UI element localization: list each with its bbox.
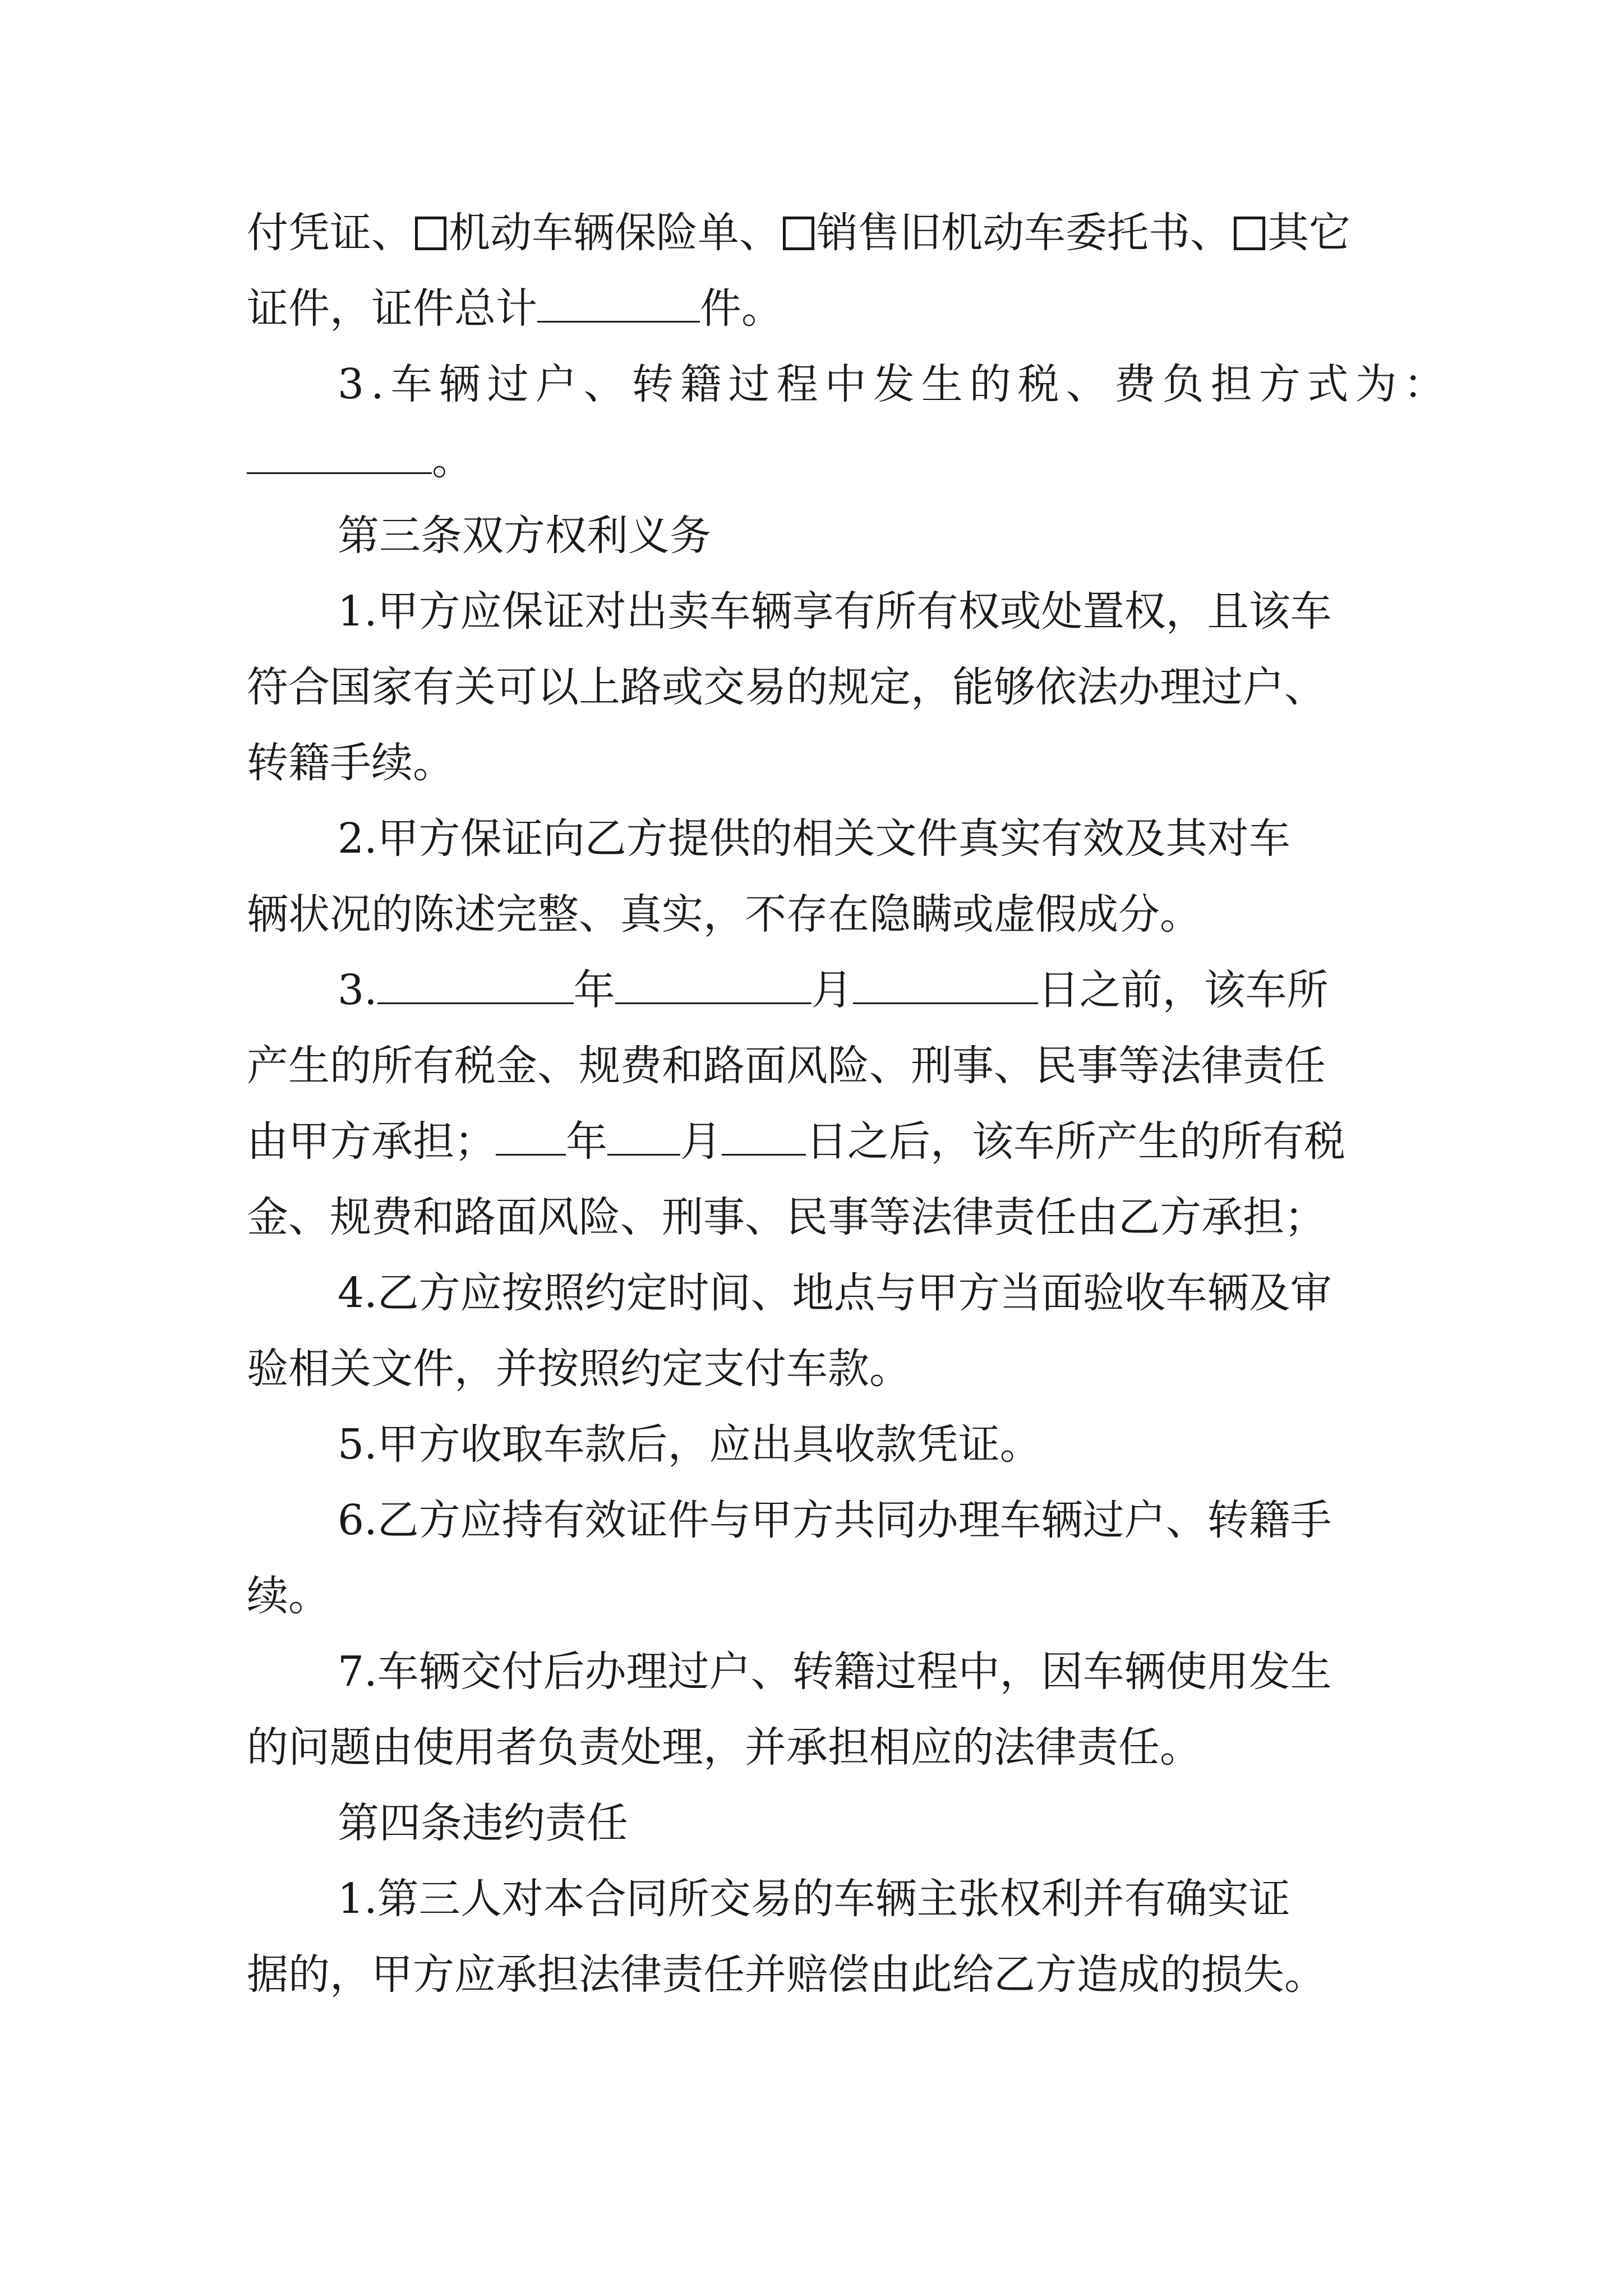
text-segment: 。 xyxy=(432,436,473,484)
text-segment: 由甲方承担； xyxy=(247,1117,496,1166)
text-segment: 件。 xyxy=(700,284,783,333)
text-line: 6.乙方应持有效证件与甲方共同办理车辆过户、转籍手 xyxy=(338,1496,1332,1544)
text-segment: 证件，证件总计 xyxy=(247,284,537,333)
text-line xyxy=(247,1114,1345,1170)
text-line: 1.第三人对本合同所交易的车辆主张权利并有确实证 xyxy=(338,1875,1290,1923)
text-segment: 年 xyxy=(573,966,615,1014)
text-segment: 销售旧机动车委托书、 xyxy=(817,209,1232,257)
text-line: 辆状况的陈述完整、真实，不存在隐瞒或虚假成分。 xyxy=(247,890,1201,938)
text-line: 7.车辆交付后办理过户、转籍过程中，因车辆使用发生 xyxy=(338,1648,1332,1696)
fill-in-blank[interactable] xyxy=(615,965,811,1004)
checkbox[interactable] xyxy=(783,217,814,250)
fill-in-blank[interactable] xyxy=(496,1117,566,1156)
text-line: 产生的所有税金、规费和路面风险、刑事、民事等法律责任 xyxy=(247,1042,1326,1090)
fill-in-blank[interactable] xyxy=(247,435,432,474)
text-segment: 年 xyxy=(566,1117,607,1166)
section-heading: 第三条双方权利义务 xyxy=(338,512,711,560)
text-line: 5.甲方收取车款后，应出具收款凭证。 xyxy=(338,1420,1041,1469)
text-segment: 机动车辆保险单、 xyxy=(449,209,781,257)
fill-in-blank[interactable] xyxy=(853,965,1038,1004)
text-line xyxy=(247,205,1350,261)
fill-in-blank[interactable] xyxy=(537,284,700,323)
text-segment: 月 xyxy=(680,1117,722,1166)
text-segment: 月 xyxy=(811,966,853,1014)
text-line: 验相关文件，并按照约定支付车款。 xyxy=(247,1345,911,1393)
fill-in-blank[interactable] xyxy=(722,1117,806,1156)
text-line: 的问题由使用者负责处理，并承担相应的法律责任。 xyxy=(247,1723,1201,1772)
text-line: 符合国家有关可以上路或交易的规定，能够依法办理过户、 xyxy=(247,663,1326,711)
text-line: 2.甲方保证向乙方提供的相关文件真实有效及其对车 xyxy=(338,815,1290,863)
text-line: 3.车辆过户、转籍过程中发生的税、费负担方式为： xyxy=(338,360,1452,408)
text-segment: 付凭证、 xyxy=(247,209,413,257)
text-line: 1.甲方应保证对出卖车辆享有所有权或处置权，且该车 xyxy=(338,587,1332,636)
text-segment: 日之后，该车所产生的所有税 xyxy=(806,1117,1345,1166)
fill-in-blank[interactable] xyxy=(377,965,574,1004)
text-line: 金、规费和路面风险、刑事、民事等法律责任由乙方承担； xyxy=(247,1193,1326,1241)
text-line xyxy=(247,280,783,337)
fill-in-blank[interactable] xyxy=(607,1117,680,1156)
text-line: 续。 xyxy=(247,1572,330,1620)
text-line xyxy=(247,432,473,488)
section-heading: 第四条违约责任 xyxy=(338,1799,628,1847)
text-segment: 日之前，该车所 xyxy=(1038,966,1329,1014)
text-segment: 其它 xyxy=(1267,209,1350,257)
text-line: 4.乙方应按照约定时间、地点与甲方当面验收车辆及审 xyxy=(338,1269,1332,1317)
text-line xyxy=(338,962,1329,1018)
checkbox[interactable] xyxy=(1234,217,1265,250)
text-segment: 3. xyxy=(338,966,377,1014)
text-line: 据的，甲方应承担法律责任并赔偿由此给乙方造成的损失。 xyxy=(247,1950,1326,1999)
text-line: 转籍手续。 xyxy=(247,739,454,787)
checkbox[interactable] xyxy=(415,217,446,250)
